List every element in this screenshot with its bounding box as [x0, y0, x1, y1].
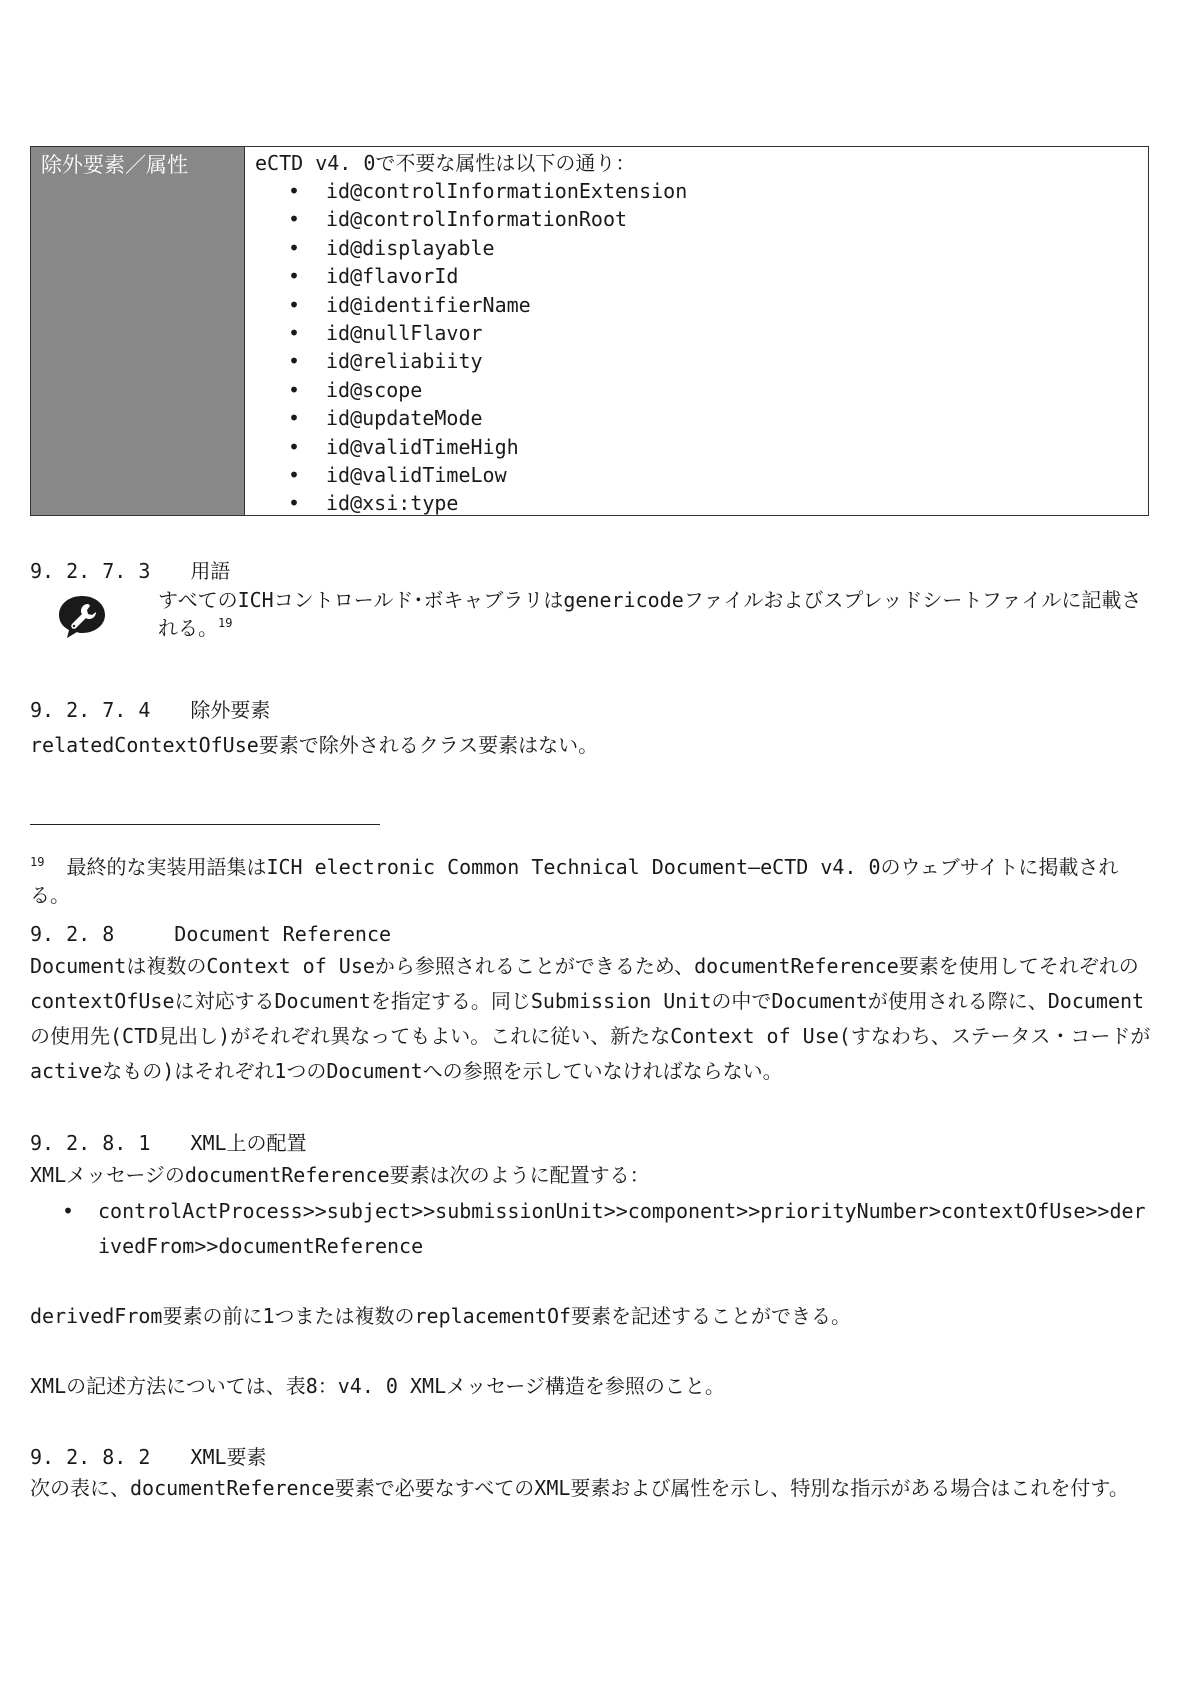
- footnote-mark: 19: [30, 855, 45, 869]
- paragraph: XMLの記述方法については、表8：v4. 0 XMLメッセージ構造を参照のこと。: [30, 1374, 725, 1398]
- list-item: • id@validTimeLow: [288, 462, 507, 487]
- section-heading-9-2-7-4: 9. 2. 7. 4 除外要素: [30, 698, 271, 722]
- paragraph: XMLメッセージのdocumentReference要素は次のように配置する：: [30, 1163, 650, 1187]
- paragraph: relatedContextOfUse要素で除外されるクラス要素はない。: [30, 733, 599, 757]
- note-text: すべてのICHコントロールド･ボキャブラリはgenericodeファイルおよびスプレッドシートファイルに記載される。$^{19}$: [158, 588, 1142, 640]
- list-item: • id@controlInformationExtension: [288, 179, 688, 203]
- list-item: • id@flavorId: [288, 264, 459, 289]
- table-intro-text: eCTD v4. 0で不要な属性は以下の通り：: [255, 151, 636, 175]
- section-heading-9-2-8-1: 9. 2. 8. 1 XML上の配置: [30, 1131, 307, 1155]
- list-item: • id@xsi:type: [288, 491, 459, 516]
- excluded-attributes-table: [30, 146, 1149, 516]
- list-item: • id@nullFlavor: [288, 320, 483, 345]
- section-heading-9-2-7-3: 9. 2. 7. 3 用語: [30, 559, 231, 583]
- bullet-icon: •: [288, 349, 301, 374]
- bullet-icon: •: [288, 377, 301, 402]
- xml-path-text: controlActProcess>>subject>>submissionUnit>>component>>priorityNumber>contextOfUse>>derivedFrom>>documentReference: [98, 1199, 1146, 1258]
- list-item: [30, 1194, 1151, 1264]
- bullet-icon: •: [288, 462, 301, 487]
- attribute-list: [255, 177, 1138, 518]
- bullet-icon: •: [288, 406, 301, 431]
- list-item: • id@scope: [288, 377, 423, 402]
- bullet-icon: •: [288, 491, 301, 516]
- footnote-ref[interactable]: 19: [218, 616, 233, 630]
- bullet-icon: •: [288, 292, 301, 317]
- bullet-icon: •: [288, 179, 301, 203]
- note-block: [30, 586, 1151, 656]
- footnote-separator: [30, 824, 380, 825]
- bullet-icon: •: [288, 434, 301, 459]
- bullet-icon: •: [288, 264, 301, 289]
- table-header-cell: 除外要素／属性: [31, 147, 245, 515]
- paragraph: derivedFrom要素の前に1つまたは複数のreplacementOf要素を記述することができる。: [30, 1304, 852, 1328]
- list-item: • id@displayable: [288, 235, 495, 260]
- wrench-speech-bubble-icon: [57, 594, 107, 640]
- footnote: [30, 848, 1151, 909]
- table-body-cell: [245, 147, 1148, 515]
- paragraph: Documentは複数のContext of Useから参照されることができるため、documentReference要素を使用してそれぞれのcontextOfUseに対応するDocumentを指定する。同じSubmission Unitの中でDocumentが使用される際に、Documentの使用先(CTD見出し)がそれぞれ異なってもよい。これに従い、新たなContext of Use(すなわち、ステータス・コードがactiveなもの)はそれぞれ1つのDocumentへの参照を示していなければならない。: [30, 954, 1151, 1083]
- list-item: • id@reliabiity: [288, 349, 483, 374]
- bullet-icon: •: [288, 320, 301, 345]
- bullet-icon: •: [288, 207, 301, 232]
- list-item: • id@updateMode: [288, 406, 483, 431]
- section-heading-9-2-8: 9. 2. 8 Document Reference: [30, 922, 392, 946]
- paragraph: 次の表に、documentReference要素で必要なすべてのXML要素および属性を示し、特別な指示がある場合はこれを付す。: [30, 1476, 1129, 1500]
- section-heading-9-2-8-2: 9. 2. 8. 2 XML要素: [30, 1445, 267, 1469]
- bullet-icon: •: [288, 235, 301, 260]
- list-item: • id@validTimeHigh: [288, 434, 519, 459]
- footnote-text: 最終的な実装用語集はICH electronic Common Technical Document—eCTD v4. 0のウェブサイトに掲載される。: [30, 855, 1119, 907]
- list-item: • id@identifierName: [288, 292, 531, 317]
- list-item: • id@controlInformationRoot: [288, 207, 628, 232]
- bullet-icon: •: [62, 1199, 75, 1223]
